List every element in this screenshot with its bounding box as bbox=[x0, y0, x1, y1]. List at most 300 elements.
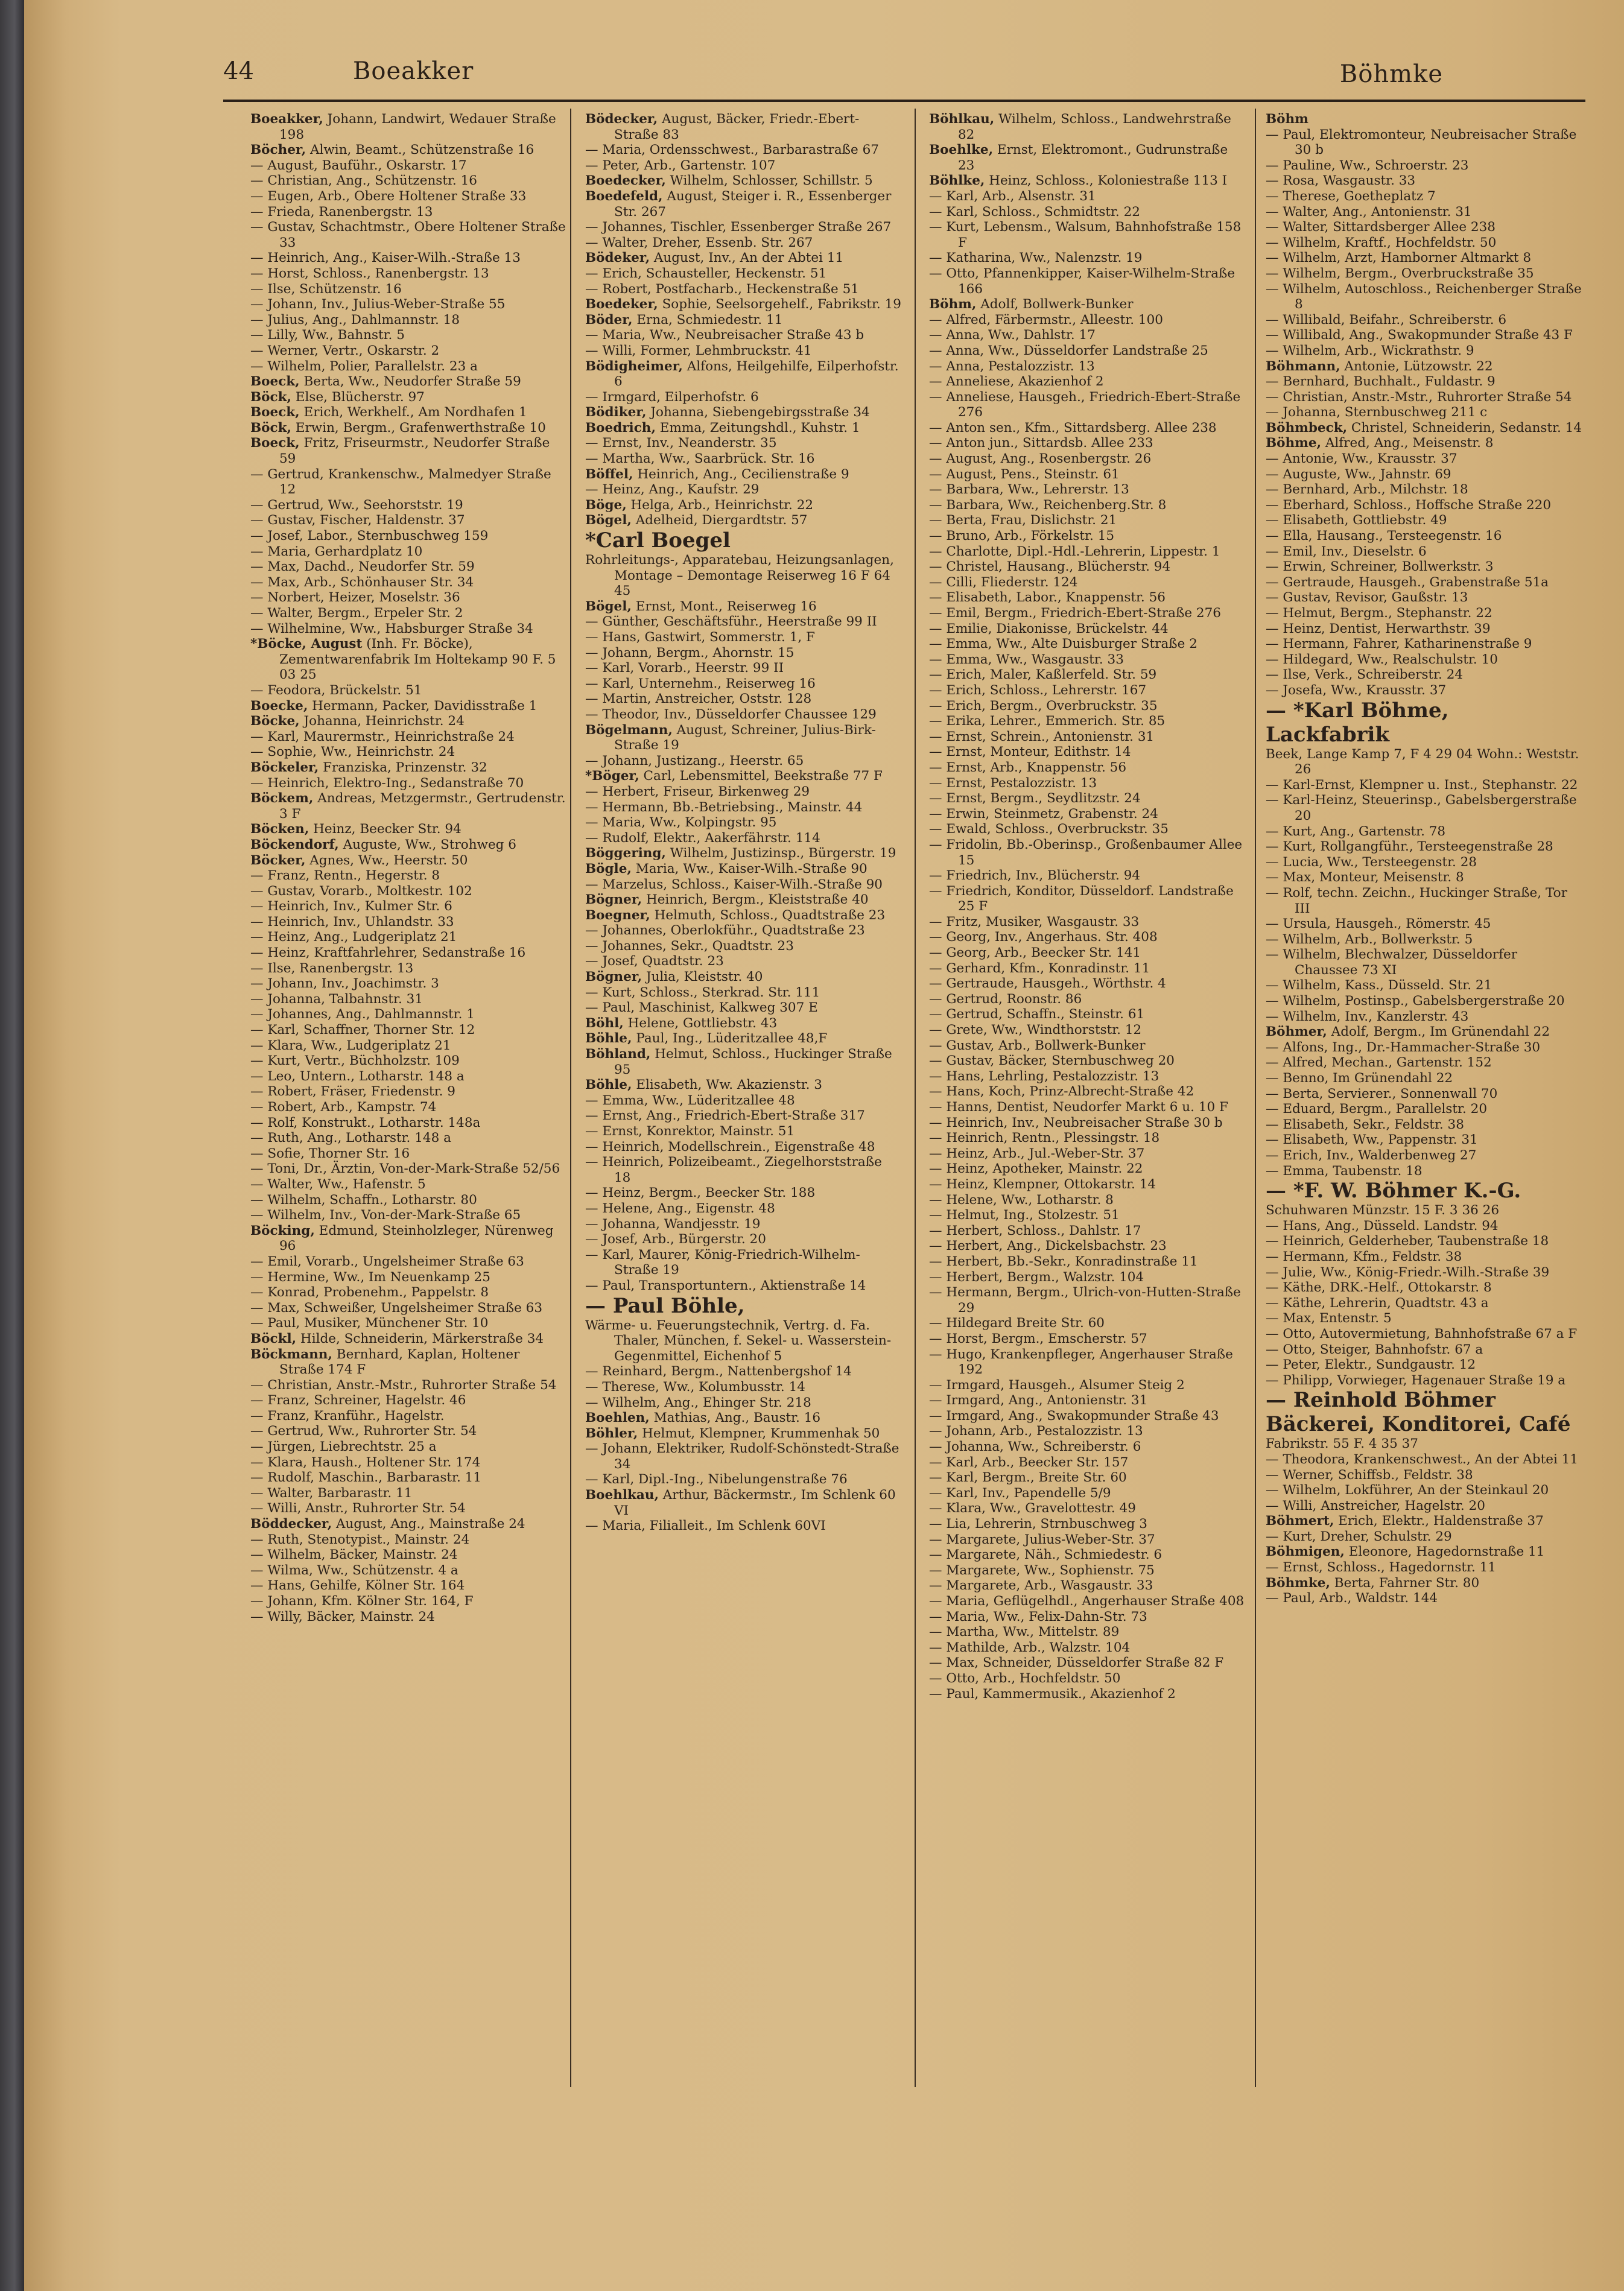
directory-entry: — Barbara, Ww., Lehrerstr. 13 bbox=[929, 482, 1129, 498]
directory-entry: — Martha, Ww., Mittelstr. 89 bbox=[929, 1624, 1120, 1640]
directory-entry: — Werner, Vertr., Oskarstr. 2 bbox=[250, 343, 440, 358]
directory-entry: — Bernhard, Arb., Milchstr. 18 bbox=[1266, 482, 1468, 498]
column-rule bbox=[915, 109, 916, 2087]
entry-surname: *Böger, bbox=[585, 768, 639, 784]
directory-entry: — Gustav, Fischer, Haldenstr. 37 bbox=[250, 513, 465, 528]
directory-entry: — Heinrich, Inv., Uhlandstr. 33 bbox=[250, 914, 454, 930]
directory-entry: — Karl, Maurermstr., Heinrichstraße 24 bbox=[250, 729, 515, 744]
directory-entry: — Walter, Barbarastr. 11 bbox=[250, 1485, 413, 1501]
entry-surname: Böhmigen, bbox=[1266, 1544, 1345, 1560]
directory-entry: — Ruth, Stenotypist., Mainstr. 24 bbox=[250, 1532, 470, 1547]
directory-entry: — Johann, Elektriker, Rudolf-Schönstedt-Straße 34 bbox=[585, 1441, 899, 1472]
directory-entry: — Gustav, Arb., Bollwerk-Bunker bbox=[929, 1038, 1146, 1053]
directory-entry: Böcking, Edmund, Steinholzleger, Nürenweg 96 bbox=[250, 1223, 554, 1254]
page-number: 44 bbox=[223, 57, 254, 85]
directory-entry: — Heinz, Arb., Jul.-Weber-Str. 37 bbox=[929, 1146, 1145, 1161]
directory-entry: — Hans, Gastwirt, Sommerstr. 1, F bbox=[585, 630, 815, 645]
directory-entry: Bödiker, Johanna, Siebengebirgsstraße 34 bbox=[585, 405, 870, 420]
directory-entry: — Paul, Arb., Waldstr. 144 bbox=[1266, 1591, 1438, 1606]
directory-entry: — Horst, Schloss., Ranenbergstr. 13 bbox=[250, 265, 489, 281]
directory-entry: — Paul, Elektromonteur, Neubreisacher Straße 30 b bbox=[1266, 127, 1577, 158]
directory-entry: — Johanna, Wandjesstr. 19 bbox=[585, 1216, 761, 1232]
directory-entry: Böhle, Paul, Ing., Lüderitzallee 48,F bbox=[585, 1031, 828, 1047]
directory-entry: — Karl, Inv., Papendelle 5/9 bbox=[929, 1485, 1111, 1501]
directory-entry: — Julius, Ang., Dahlmannstr. 18 bbox=[250, 312, 460, 328]
directory-entry: — Wilhelm, Polier, Parallelstr. 23 a bbox=[250, 358, 478, 374]
directory-entry: — Josef, Arb., Bürgerstr. 20 bbox=[585, 1232, 766, 1247]
directory-entry: — Franz, Rentn., Hegerstr. 8 bbox=[250, 868, 440, 884]
entry-surname: Böhle, bbox=[585, 1077, 632, 1093]
directory-entry: — Emil, Vorarb., Ungelsheimer Straße 63 bbox=[250, 1253, 524, 1269]
entry-surname: Boeck, bbox=[250, 374, 300, 390]
entry-surname: Böhle, bbox=[585, 1031, 632, 1047]
column-rule bbox=[570, 109, 571, 2087]
directory-entry: Böhm, Adolf, Bollwerk-Bunker bbox=[929, 297, 1134, 312]
entry-surname: Böhmbeck, bbox=[1266, 420, 1348, 436]
directory-entry: — Heinz, Bergm., Beecker Str. 188 bbox=[585, 1185, 816, 1201]
directory-entry: — Ernst, Schrein., Antonienstr. 31 bbox=[929, 729, 1155, 744]
directory-entry: — Otto, Arb., Hochfeldstr. 50 bbox=[929, 1670, 1121, 1686]
directory-entry: Boegner, Helmuth, Schloss., Quadtstraße 23 bbox=[585, 907, 886, 923]
entry-surname: Böcker, bbox=[250, 852, 306, 868]
column-3 bbox=[929, 112, 1246, 1702]
directory-entry: — Max, Schweißer, Ungelsheimer Straße 63 bbox=[250, 1300, 543, 1316]
entry-surname: Böhm, bbox=[929, 297, 977, 312]
directory-entry: — Wilma, Ww., Schützenstr. 4 a bbox=[250, 1562, 458, 1578]
directory-entry: — Cilli, Fliederstr. 124 bbox=[929, 574, 1078, 590]
entry-surname: Boehlkau, bbox=[585, 1488, 659, 1503]
directory-entry: — Auguste, Ww., Jahnstr. 69 bbox=[1266, 466, 1451, 482]
directory-entry: — Pauline, Ww., Schroerstr. 23 bbox=[1266, 157, 1469, 173]
directory-entry: — Maria, Ww., Kolpingstr. 95 bbox=[585, 815, 777, 831]
directory-entry: Böhl, Helene, Gottliebstr. 43 bbox=[585, 1015, 778, 1031]
directory-entry: Boehlkau, Arthur, Bäckermstr., Im Schlenk 60 VI bbox=[585, 1488, 896, 1518]
entry-surname: Böckmann, bbox=[250, 1346, 332, 1362]
directory-entry: — *Karl Böhme, bbox=[1266, 698, 1449, 723]
directory-entry: — Robert, Postfacharb., Heckenstraße 51 bbox=[585, 281, 859, 297]
directory-entry: — Irmgard, Eilperhofstr. 6 bbox=[585, 389, 759, 405]
directory-entry: — Heinz, Apotheker, Mainstr. 22 bbox=[929, 1161, 1143, 1177]
directory-entry: — Wilhelm, Arb., Wickrathstr. 9 bbox=[1266, 343, 1474, 358]
directory-entry: Boehlke, Ernst, Elektromont., Gudrunstraße 23 bbox=[929, 142, 1228, 173]
directory-entry: — Erwin, Schreiner, Bollwerkstr. 3 bbox=[1266, 559, 1494, 575]
directory-entry: — Peter, Elektr., Sundgaustr. 12 bbox=[1266, 1357, 1476, 1373]
directory-entry: — Hans, Gehilfe, Kölner Str. 164 bbox=[250, 1578, 465, 1594]
directory-entry: Wärme- u. Feuerungstechnik, Vertrg. d. Fa. Thaler, München, f. Sekel- u. Wasserstein-Gegenmittel, Eichenhof 5 bbox=[585, 1317, 892, 1364]
directory-entry: — Karl, Bergm., Breite Str. 60 bbox=[929, 1470, 1127, 1486]
directory-entry: — Johanna, Sternbuschweg 211 c bbox=[1266, 405, 1488, 420]
directory-entry: — Walter, Bergm., Erpeler Str. 2 bbox=[250, 606, 463, 621]
directory-entry: Bögle, Maria, Ww., Kaiser-Wilh.-Straße 90 bbox=[585, 861, 868, 876]
entry-surname: Boehlke, bbox=[929, 142, 994, 158]
entry-surname: Bödeker, bbox=[585, 250, 650, 266]
directory-entry: — Robert, Arb., Kampstr. 74 bbox=[250, 1100, 437, 1115]
directory-entry: — Leo, Untern., Lotharstr. 148 a bbox=[250, 1068, 465, 1084]
directory-entry: — Berta, Frau, Dislichstr. 21 bbox=[929, 513, 1117, 528]
directory-entry: — Christel, Hausang., Blücherstr. 94 bbox=[929, 559, 1171, 575]
directory-entry: — August, Pens., Steinstr. 61 bbox=[929, 466, 1120, 482]
directory-entry: — Willi, Former, Lehmbruckstr. 41 bbox=[585, 343, 812, 358]
directory-entry: — Irmgard, Ang., Swakopmunder Straße 43 bbox=[929, 1408, 1219, 1424]
directory-entry: Böffel, Heinrich, Ang., Cecilienstraße 9 bbox=[585, 466, 849, 482]
directory-entry: Schuhwaren Münzstr. 15 F. 3 36 26 bbox=[1266, 1203, 1499, 1218]
directory-entry: — Wilhelm, Inv., Von-der-Mark-Straße 65 bbox=[250, 1208, 521, 1223]
directory-entry: — Karl-Ernst, Klempner u. Inst., Stephanstr. 22 bbox=[1266, 777, 1578, 793]
directory-entry: — Ernst, Schloss., Hagedornstr. 11 bbox=[1266, 1560, 1497, 1576]
directory-entry: — Otto, Steiger, Bahnhofstr. 67 a bbox=[1266, 1342, 1483, 1357]
directory-entry: — Reinhard, Bergm., Nattenbergshof 14 bbox=[585, 1364, 852, 1380]
directory-entry: — Johannes, Tischler, Essenberger Straße 267 bbox=[585, 220, 892, 235]
directory-entry: — Irmgard, Hausgeh., Alsumer Steig 2 bbox=[929, 1377, 1185, 1393]
directory-entry: Böckl, Hilde, Schneiderin, Märkerstraße 34 bbox=[250, 1331, 544, 1346]
directory-entry: — Theodor, Inv., Düsseldorfer Chaussee 129 bbox=[585, 706, 877, 722]
directory-entry: Böckmann, Bernhard, Kaplan, Holtener Straße 174 F bbox=[250, 1346, 520, 1378]
directory-entry: — Wilhelm, Bergm., Overbruckstraße 35 bbox=[1266, 265, 1534, 281]
directory-entry: — Ernst, Pestalozzistr. 13 bbox=[929, 775, 1097, 791]
directory-entry: — Frieda, Ranenbergstr. 13 bbox=[250, 204, 433, 220]
directory-entry: — Hermine, Ww., Im Neuenkamp 25 bbox=[250, 1269, 490, 1285]
directory-entry: — Wilhelm, Postinsp., Gabelsbergerstraße 20 bbox=[1266, 993, 1565, 1009]
directory-entry: Boedefeld, August, Steiger i. R., Essenberger Str. 267 bbox=[585, 188, 892, 220]
directory-entry: — Friedrich, Konditor, Düsseldorf. Landstraße 25 F bbox=[929, 883, 1234, 914]
entry-surname: *Böcke, August bbox=[250, 636, 363, 652]
directory-entry: — Josef, Labor., Sternbuschweg 159 bbox=[250, 528, 489, 544]
directory-entry: — Ernst, Konrektor, Mainstr. 51 bbox=[585, 1124, 795, 1139]
directory-entry: Böcke, Johanna, Heinrichstr. 24 bbox=[250, 714, 465, 729]
directory-entry: — Karl, Dipl.-Ing., Nibelungenstraße 76 bbox=[585, 1472, 848, 1488]
directory-entry: — Bernhard, Buchhalt., Fuldastr. 9 bbox=[1266, 374, 1496, 390]
directory-entry: Böhmigen, Eleonore, Hagedornstraße 11 bbox=[1266, 1544, 1545, 1560]
directory-entry: Böck, Else, Blücherstr. 97 bbox=[250, 389, 425, 405]
directory-entry: — Wilhelm, Blechwalzer, Düsseldorfer Chaussee 73 XI bbox=[1266, 947, 1518, 978]
directory-entry: — Wilhelm, Arzt, Hamborner Altmarkt 8 bbox=[1266, 250, 1532, 266]
directory-entry: — Johannes, Oberlokführ., Quadtstraße 23 bbox=[585, 923, 865, 939]
directory-entry: — Martin, Anstreicher, Oststr. 128 bbox=[585, 691, 812, 707]
entry-surname: Böcken, bbox=[250, 822, 309, 837]
directory-entry: — Eduard, Bergm., Parallelstr. 20 bbox=[1266, 1101, 1488, 1117]
directory-entry: — Hildegard Breite Str. 60 bbox=[929, 1316, 1105, 1331]
entry-surname: Bödigheimer, bbox=[585, 358, 683, 374]
directory-entry: — Heinz, Klempner, Ottokarstr. 14 bbox=[929, 1176, 1156, 1192]
directory-entry: — Elisabeth, Labor., Knappenstr. 56 bbox=[929, 590, 1166, 606]
directory-entry: — Heinz, Dentist, Herwarthstr. 39 bbox=[1266, 621, 1491, 636]
directory-entry: — Christian, Anstr.-Mstr., Ruhrorter Straße 54 bbox=[250, 1377, 557, 1393]
directory-entry: Böhmert, Erich, Elektr., Haldenstraße 37 bbox=[1266, 1513, 1544, 1529]
directory-entry: — Alfred, Mechan., Gartenstr. 152 bbox=[1266, 1055, 1492, 1071]
entry-surname: Böddecker, bbox=[250, 1516, 332, 1532]
directory-entry: — Hermann, Fahrer, Katharinenstraße 9 bbox=[1266, 636, 1532, 652]
directory-entry: — Hermann, Bb.-Betriebsing., Mainstr. 44 bbox=[585, 799, 863, 815]
directory-entry: — Karl, Vorarb., Heerstr. 99 II bbox=[585, 661, 784, 676]
directory-entry: — Ernst, Inv., Neanderstr. 35 bbox=[585, 436, 777, 451]
directory-entry: — Josefa, Ww., Krausstr. 37 bbox=[1266, 682, 1447, 698]
directory-entry: — Grete, Ww., Windthorststr. 12 bbox=[929, 1022, 1142, 1038]
column-rule bbox=[1255, 109, 1256, 2087]
directory-entry: — Emma, Ww., Alte Duisburger Straße 2 bbox=[929, 636, 1197, 652]
entry-surname: Boedecker, bbox=[585, 173, 666, 189]
directory-entry: — Maria, Filialleit., Im Schlenk 60VI bbox=[585, 1518, 826, 1534]
directory-entry: — Anna, Pestalozzistr. 13 bbox=[929, 358, 1095, 374]
directory-entry: — Lucia, Ww., Tersteegenstr. 28 bbox=[1266, 854, 1477, 870]
entry-surname: Bögelmann, bbox=[585, 722, 673, 738]
directory-entry: Böhmke, Berta, Fahrner Str. 80 bbox=[1266, 1575, 1480, 1591]
directory-entry: — Lilly, Ww., Bahnstr. 5 bbox=[250, 328, 405, 343]
directory-entry: — Maria, Geflügelhdl., Angerhauser Straße 408 bbox=[929, 1594, 1245, 1609]
directory-entry: — Christian, Ang., Schützenstr. 16 bbox=[250, 173, 477, 189]
directory-entry: — Herbert, Bb.-Sekr., Konradinstraße 11 bbox=[929, 1253, 1198, 1269]
directory-entry: — Anton jun., Sittardsb. Allee 233 bbox=[929, 436, 1153, 451]
directory-entry: — Wilhelmine, Ww., Habsburger Straße 34 bbox=[250, 621, 533, 636]
directory-entry: — Klara, Haush., Holtener Str. 174 bbox=[250, 1454, 481, 1470]
entry-surname: Bögel, bbox=[585, 598, 632, 614]
directory-entry: — Toni, Dr., Ärztin, Von-der-Mark-Straße 52/56 bbox=[250, 1161, 560, 1177]
directory-entry: — Margarete, Näh., Schmiedestr. 6 bbox=[929, 1547, 1162, 1563]
directory-entry: — Gustav, Vorarb., Moltkestr. 102 bbox=[250, 883, 472, 899]
directory-entry: — Johanna, Talbahnstr. 31 bbox=[250, 991, 423, 1007]
directory-entry: — Therese, Ww., Kolumbusstr. 14 bbox=[585, 1379, 805, 1395]
column-2 bbox=[585, 112, 902, 1534]
directory-entry: — Ewald, Schloss., Overbruckstr. 35 bbox=[929, 822, 1169, 837]
directory-entry: Böhlkau, Wilhelm, Schloss., Landwehrstraße 82 bbox=[929, 112, 1231, 142]
directory-entry: — Käthe, DRK.-Helf., Ottokarstr. 8 bbox=[1266, 1280, 1492, 1296]
entry-surname: Böhlkau, bbox=[929, 112, 995, 127]
directory-entry: — Helene, Ww., Lotharstr. 8 bbox=[929, 1192, 1114, 1208]
directory-entry: — Ilse, Schützenstr. 16 bbox=[250, 281, 402, 297]
directory-entry: — Ella, Hausang., Tersteegenstr. 16 bbox=[1266, 528, 1502, 544]
directory-entry: — Maria, Gerhardplatz 10 bbox=[250, 543, 423, 559]
directory-entry: — Ernst, Monteur, Edithstr. 14 bbox=[929, 744, 1131, 760]
directory-entry: — Paul Böhle, bbox=[585, 1293, 745, 1318]
directory-entry: — Werner, Schiffsb., Feldstr. 38 bbox=[1266, 1467, 1473, 1483]
directory-entry: — Gerhard, Kfm., Konradinstr. 11 bbox=[929, 960, 1150, 976]
directory-entry: Boeck, Erich, Werkhelf., Am Nordhafen 1 bbox=[250, 405, 527, 420]
entry-surname: Böggering, bbox=[585, 846, 666, 861]
directory-entry: — Erich, Inv., Walderbenweg 27 bbox=[1266, 1148, 1477, 1163]
directory-entry: — Robert, Fräser, Friedenstr. 9 bbox=[250, 1084, 455, 1100]
directory-entry: Boedeker, Sophie, Seelsorgehelf., Fabrikstr. 19 bbox=[585, 297, 901, 312]
column-4 bbox=[1266, 112, 1582, 1606]
directory-entry: — Wilhelm, Kass., Düsseld. Str. 21 bbox=[1266, 978, 1492, 993]
directory-entry: — Rolf, Konstrukt., Lotharstr. 148a bbox=[250, 1115, 481, 1130]
directory-entry: — Maria, Ww., Felix-Dahn-Str. 73 bbox=[929, 1609, 1147, 1624]
directory-entry: — Reinhold Böhmer bbox=[1266, 1388, 1496, 1413]
directory-entry: Boehlen, Mathias, Ang., Baustr. 16 bbox=[585, 1410, 821, 1426]
directory-entry: — Kurt, Rollgangführ., Tersteegenstraße 28 bbox=[1266, 839, 1553, 855]
entry-surname: Böder, bbox=[585, 312, 633, 328]
directory-entry: Böge, Helga, Arb., Heinrichstr. 22 bbox=[585, 497, 814, 513]
directory-entry: — Johann, Inv., Julius-Weber-Straße 55 bbox=[250, 297, 506, 312]
directory-entry: — Gertrud, Schaffn., Steinstr. 61 bbox=[929, 1007, 1145, 1022]
directory-entry: Böhmann, Antonie, Lützowstr. 22 bbox=[1266, 358, 1493, 374]
directory-entry: — Klara, Ww., Gravelottestr. 49 bbox=[929, 1501, 1136, 1516]
directory-entry: *Böger, Carl, Lebensmittel, Beekstraße 77 F bbox=[585, 768, 883, 784]
directory-entry: — Johann, Justizang., Heerstr. 65 bbox=[585, 753, 804, 768]
entry-surname: Boehlen, bbox=[585, 1410, 650, 1426]
entry-surname: Böckl, bbox=[250, 1331, 297, 1346]
directory-entry: — Maria, Ww., Neubreisacher Straße 43 b bbox=[585, 328, 864, 343]
directory-entry: — Margarete, Julius-Weber-Str. 37 bbox=[929, 1532, 1155, 1547]
directory-entry: — August, Bauführ., Oskarstr. 17 bbox=[250, 157, 467, 173]
directory-entry: — Heinrich, Polizeibeamt., Ziegelhorststraße 18 bbox=[585, 1155, 882, 1185]
directory-entry: Böhmer, Adolf, Bergm., Im Grünendahl 22 bbox=[1266, 1024, 1550, 1040]
entry-surname: Böhland, bbox=[585, 1047, 651, 1062]
directory-entry: — Gertraude, Hausgeh., Grabenstraße 51a bbox=[1266, 574, 1549, 590]
directory-entry: — Anna, Ww., Düsseldorfer Landstraße 25 bbox=[929, 343, 1208, 358]
directory-entry: Boedecker, Wilhelm, Schlosser, Schillstr. 5 bbox=[585, 173, 873, 189]
directory-entry: Böckendorf, Auguste, Ww., Strohweg 6 bbox=[250, 837, 516, 852]
directory-entry: Bögelmann, August, Schreiner, Julius-Birk-Straße 19 bbox=[585, 722, 876, 753]
directory-entry: — Hermann, Kfm., Feldstr. 38 bbox=[1266, 1249, 1462, 1264]
directory-entry: — Karl, Unternehm., Reiserweg 16 bbox=[585, 676, 816, 691]
directory-entry: Böhler, Helmut, Klempner, Krummenhak 50 bbox=[585, 1425, 880, 1441]
directory-entry: — Franz, Kranführ., Hagelstr. bbox=[250, 1408, 445, 1424]
directory-entry: Bögner, Heinrich, Bergm., Kleiststraße 40 bbox=[585, 892, 869, 908]
entry-surname: Böhmer, bbox=[1266, 1024, 1327, 1040]
directory-entry: — Gustav, Revisor, Gaußstr. 13 bbox=[1266, 590, 1468, 606]
directory-entry: — Erich, Bergm., Overbruckstr. 35 bbox=[929, 698, 1158, 714]
directory-entry: — Sofie, Thorner Str. 16 bbox=[250, 1146, 410, 1161]
directory-entry: — Hans, Lehrling, Pestalozzistr. 13 bbox=[929, 1068, 1159, 1084]
entry-surname: Böhler, bbox=[585, 1425, 638, 1441]
directory-entry: — *F. W. Böhmer K.-G. bbox=[1266, 1179, 1521, 1203]
directory-entry: Böhme, Alfred, Ang., Meisenstr. 8 bbox=[1266, 436, 1494, 451]
directory-entry: — Alfred, Färbermstr., Alleestr. 100 bbox=[929, 312, 1163, 328]
directory-entry: — Hans, Koch, Prinz-Albrecht-Straße 42 bbox=[929, 1084, 1194, 1100]
directory-entry: — Willi, Anstreicher, Hagelstr. 20 bbox=[1266, 1498, 1485, 1513]
directory-entry: — Emilie, Diakonisse, Brückelstr. 44 bbox=[929, 621, 1169, 636]
directory-entry: — Maria, Ordensschwest., Barbarastraße 67 bbox=[585, 142, 879, 158]
directory-entry: Bögel, Ernst, Mont., Reiserweg 16 bbox=[585, 598, 817, 614]
entry-surname: Boegner, bbox=[585, 907, 650, 923]
directory-entry: — Horst, Bergm., Emscherstr. 57 bbox=[929, 1331, 1147, 1346]
directory-entry: — Christian, Anstr.-Mstr., Ruhrorter Straße 54 bbox=[1266, 389, 1572, 405]
directory-entry: — Sophie, Ww., Heinrichstr. 24 bbox=[250, 744, 455, 760]
entry-surname: Böcher, bbox=[250, 142, 306, 158]
directory-entry: — Johann, Bergm., Ahornstr. 15 bbox=[585, 645, 795, 661]
directory-entry: — Julie, Ww., König-Friedr.-Wilh.-Straße 39 bbox=[1266, 1264, 1550, 1280]
directory-entry: — Ruth, Ang., Lotharstr. 148 a bbox=[250, 1130, 451, 1146]
directory-entry: — Max, Schneider, Düsseldorfer Straße 82 F bbox=[929, 1655, 1224, 1671]
directory-entry: — Konrad, Probenehm., Pappelstr. 8 bbox=[250, 1285, 489, 1301]
directory-entry: — Walter, Sittardsberger Allee 238 bbox=[1266, 220, 1496, 235]
directory-entry: — Heinrich, Rentn., Plessingstr. 18 bbox=[929, 1130, 1160, 1146]
directory-entry: — Erwin, Steinmetz, Grabenstr. 24 bbox=[929, 806, 1158, 822]
directory-entry: — Charlotte, Dipl.-Hdl.-Lehrerin, Lippestr. 1 bbox=[929, 543, 1220, 559]
directory-entry: — Gertraude, Hausgeh., Wörthstr. 4 bbox=[929, 976, 1166, 992]
directory-entry: — Klara, Ww., Ludgeriplatz 21 bbox=[250, 1038, 451, 1053]
directory-entry: — Otto, Pfannenkipper, Kaiser-Wilhelm-Straße 166 bbox=[929, 265, 1235, 297]
directory-entry: — Ilse, Verk., Schreiberstr. 24 bbox=[1266, 667, 1464, 683]
entry-surname: Böhmert, bbox=[1266, 1513, 1334, 1529]
entry-surname: Bögel, bbox=[585, 513, 632, 528]
directory-entry: — Elisabeth, Sekr., Feldstr. 38 bbox=[1266, 1117, 1464, 1132]
directory-entry: Bögner, Julia, Kleiststr. 40 bbox=[585, 969, 763, 985]
directory-entry: — Hildegard, Ww., Realschulstr. 10 bbox=[1266, 651, 1498, 667]
directory-entry: — Paul, Kammermusik., Akazienhof 2 bbox=[929, 1686, 1176, 1702]
directory-entry: — Käthe, Lehrerin, Quadtstr. 43 a bbox=[1266, 1295, 1489, 1311]
entry-surname: Böck, bbox=[250, 420, 291, 436]
directory-entry: Böhlke, Heinz, Schloss., Koloniestraße 113 I bbox=[929, 173, 1228, 189]
directory-entry: — Emma, Ww., Wasgaustr. 33 bbox=[929, 651, 1124, 667]
directory-entry: — Kurt, Lebensm., Walsum, Bahnhofstraße 158 F bbox=[929, 220, 1242, 250]
directory-entry: — Paul, Transportuntern., Aktienstraße 14 bbox=[585, 1278, 866, 1293]
directory-entry: — Hermann, Bergm., Ulrich-von-Hutten-Straße 29 bbox=[929, 1285, 1241, 1316]
directory-entry: — Wilhelm, Schaffn., Lotharstr. 80 bbox=[250, 1192, 477, 1208]
directory-entry: — Anton sen., Kfm., Sittardsberg. Allee 238 bbox=[929, 420, 1217, 436]
directory-entry: — Feodora, Brückelstr. 51 bbox=[250, 682, 422, 698]
directory-entry: — Ilse, Ranenbergstr. 13 bbox=[250, 960, 414, 976]
directory-entry: — Eberhard, Schloss., Hoffsche Straße 220 bbox=[1266, 497, 1552, 513]
directory-entry: — Kurt, Ang., Gartenstr. 78 bbox=[1266, 823, 1446, 839]
directory-entry: — Anneliese, Hausgeh., Friedrich-Ebert-Straße 276 bbox=[929, 389, 1241, 420]
directory-entry: — Anneliese, Akazienhof 2 bbox=[929, 374, 1104, 390]
directory-entry: — Herbert, Friseur, Birkenweg 29 bbox=[585, 784, 810, 799]
entry-surname: Bödiker, bbox=[585, 405, 647, 420]
directory-entry: Bäckerei, Konditorei, Café bbox=[1266, 1412, 1571, 1437]
directory-entry: — Karl, Schaffner, Thorner Str. 12 bbox=[250, 1022, 475, 1038]
directory-page bbox=[24, 0, 1624, 2291]
directory-entry: — Antonie, Ww., Krausstr. 37 bbox=[1266, 451, 1457, 467]
directory-entry: — Heinrich, Modellschrein., Eigenstraße 48 bbox=[585, 1139, 875, 1155]
directory-entry: — Fridolin, Bb.-Oberinsp., Großenbaumer Allee 15 bbox=[929, 837, 1243, 868]
directory-entry: — Herbert, Ang., Dickelsbachstr. 23 bbox=[929, 1238, 1167, 1254]
directory-entry: Böhle, Elisabeth, Ww. Akazienstr. 3 bbox=[585, 1077, 822, 1093]
entry-surname: Bögner, bbox=[585, 969, 642, 985]
directory-entry: Bödecker, August, Bäcker, Friedr.-Ebert-Straße 83 bbox=[585, 112, 860, 142]
directory-entry: — Max, Dachd., Neudorfer Str. 59 bbox=[250, 559, 475, 575]
directory-entry: — Georg, Inv., Angerhaus. Str. 408 bbox=[929, 930, 1158, 945]
entry-surname: Böge, bbox=[585, 497, 627, 513]
directory-entry: — Wilhelm, Autoschloss., Reichenberger Straße 8 bbox=[1266, 281, 1582, 312]
directory-entry: — Heinrich, Elektro-Ing., Sedanstraße 70 bbox=[250, 775, 524, 791]
directory-entry: Böck, Erwin, Bergm., Grafenwerthstraße 10 bbox=[250, 420, 546, 436]
directory-entry: — Heinrich, Gelderheber, Taubenstraße 18 bbox=[1266, 1234, 1549, 1249]
directory-entry: — Irmgard, Ang., Antonienstr. 31 bbox=[929, 1393, 1148, 1409]
directory-entry: — Margarete, Arb., Wasgaustr. 33 bbox=[929, 1578, 1153, 1594]
directory-entry: Böggering, Wilhelm, Justizinsp., Bürgerstr. 19 bbox=[585, 846, 896, 861]
directory-entry: Boedrich, Emma, Zeitungshdl., Kuhstr. 1 bbox=[585, 420, 860, 436]
directory-entry: — Wilhelm, Ang., Ehinger Str. 218 bbox=[585, 1395, 811, 1410]
running-head-right: Böhmke bbox=[1339, 60, 1443, 88]
directory-entry: — Walter, Ang., Antonienstr. 31 bbox=[1266, 204, 1472, 220]
entry-surname: Böhl, bbox=[585, 1015, 624, 1031]
directory-entry: — Willibald, Ang., Swakopmunder Straße 43 F bbox=[1266, 328, 1573, 343]
directory-entry: — Kurt, Dreher, Schulstr. 29 bbox=[1266, 1529, 1452, 1544]
directory-entry: — Lia, Lehrerin, Strnbuschweg 3 bbox=[929, 1516, 1147, 1532]
directory-entry: — Peter, Arb., Gartenstr. 107 bbox=[585, 157, 776, 173]
directory-entry: — Georg, Arb., Beecker Str. 141 bbox=[929, 945, 1141, 961]
directory-entry: — Karl, Arb., Beecker Str. 157 bbox=[929, 1454, 1129, 1470]
directory-entry: — Elisabeth, Gottliebstr. 49 bbox=[1266, 513, 1447, 528]
directory-entry: Boeakker, Johann, Landwirt, Wedauer Straße 198 bbox=[250, 112, 556, 142]
directory-entry: — Therese, Goetheplatz 7 bbox=[1266, 188, 1436, 204]
directory-entry: — Jürgen, Liebrechtstr. 25 a bbox=[250, 1439, 437, 1455]
directory-entry: — Wilhelm, Lokführer, An der Steinkaul 20 bbox=[1266, 1483, 1549, 1498]
directory-entry: — Otto, Autovermietung, Bahnhofstraße 67 a F bbox=[1266, 1326, 1578, 1342]
directory-entry: — Helmut, Ing., Stolzestr. 51 bbox=[929, 1208, 1120, 1223]
directory-entry: Bögel, Adelheid, Diergardtstr. 57 bbox=[585, 513, 808, 528]
directory-entry: — Willi, Anstr., Ruhrorter Str. 54 bbox=[250, 1501, 466, 1516]
directory-entry: Böckem, Andreas, Metzgermstr., Gertrudenstr. 3 F bbox=[250, 791, 566, 822]
directory-entry: — Hugo, Krankenpfleger, Angerhauser Straße 192 bbox=[929, 1346, 1233, 1378]
entry-surname: Böck, bbox=[250, 389, 291, 405]
directory-entry: Lackfabrik bbox=[1266, 722, 1390, 747]
directory-entry: — Wilhelm, Inv., Kanzlerstr. 43 bbox=[1266, 1009, 1469, 1024]
directory-entry: — Wilhelm, Arb., Bollwerkstr. 5 bbox=[1266, 931, 1473, 947]
directory-entry: Rohrleitungs-, Apparatebau, Heizungsanlagen, Montage – Demontage Reiserweg 16 F 64 45 bbox=[585, 553, 894, 599]
entry-surname: Böhm bbox=[1266, 112, 1308, 127]
entry-surname: Böckendorf, bbox=[250, 837, 339, 852]
